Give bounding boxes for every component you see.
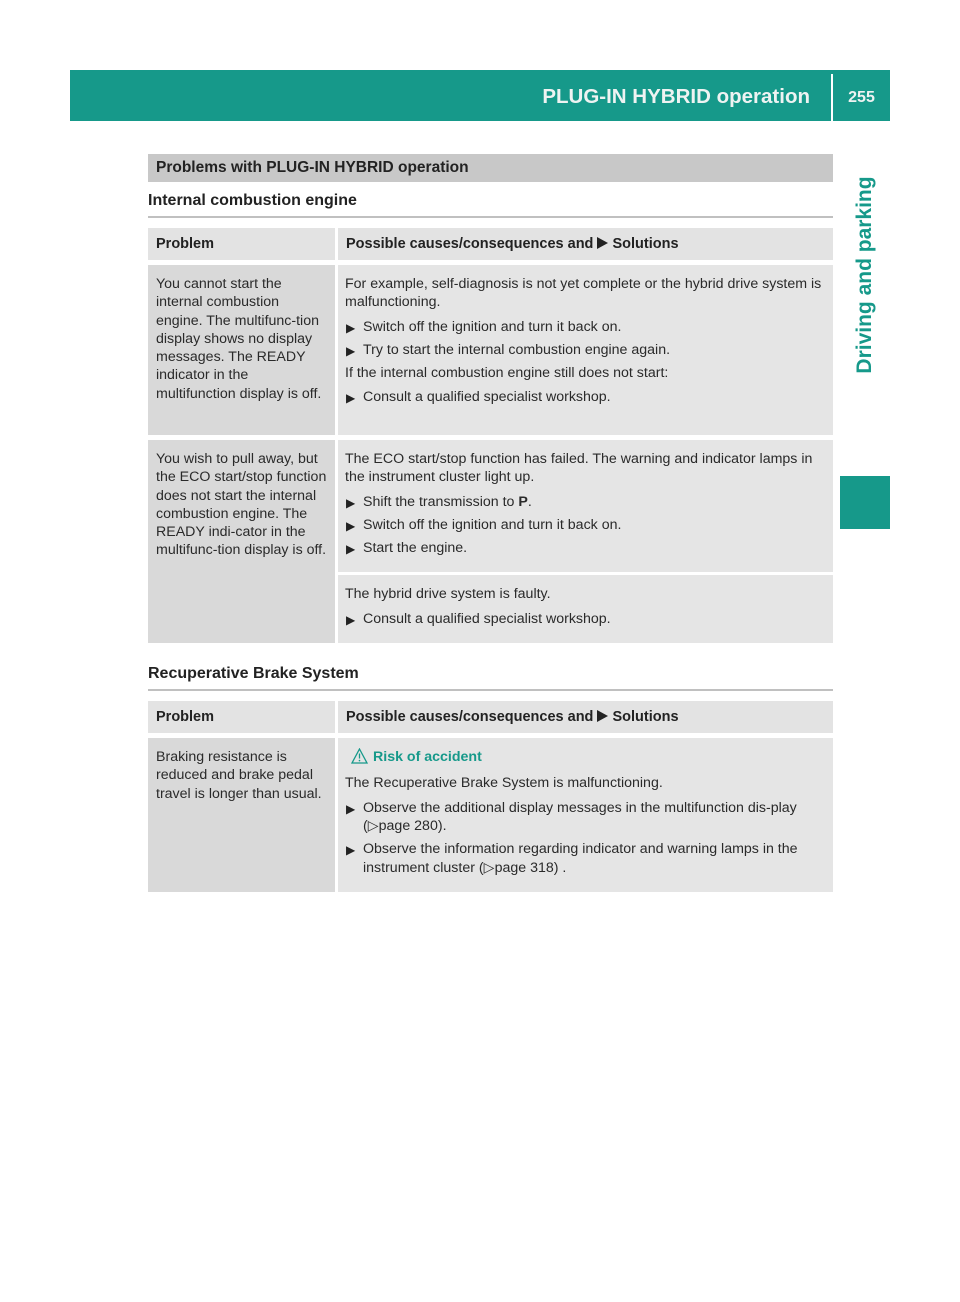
arrow-right-icon: ▶ — [346, 542, 356, 557]
cause-text: If the internal combustion engine still does not start: — [345, 365, 669, 382]
table-row — [148, 440, 833, 572]
warning-label: Risk of accident — [373, 749, 482, 766]
arrow-right-icon: ▶ — [346, 518, 356, 533]
warning-triangle-icon — [351, 748, 368, 764]
step-text: Observe the additional display messages in the multifunction dis-play ( — [363, 799, 797, 834]
page-ref-icon: ▷ — [367, 817, 379, 834]
problem-cell: You cannot start the internal combustion engine. The multifunc-tion display shows no display messages. The READY indicator in the multifunction display is off. — [148, 265, 338, 435]
content — [148, 154, 833, 892]
step-text: Observe the information regarding indicator and warning lamps in the instrument cluster ( — [363, 841, 798, 876]
step-suffix: . — [527, 493, 532, 510]
solution-step — [345, 493, 825, 511]
side-tab — [840, 130, 890, 420]
table-row — [148, 738, 833, 892]
side-tab-label: Driving and parking — [853, 176, 876, 374]
solution-step — [345, 799, 825, 836]
solution-step — [345, 840, 825, 877]
step-text: Start the engine. — [363, 540, 468, 557]
step-text: Shift the transmission to — [363, 493, 519, 510]
ice-table-header — [148, 228, 833, 260]
arrow-right-icon: ▶ — [346, 320, 356, 335]
step-text: Try to start the internal combustion engine again. — [363, 341, 671, 358]
arrow-right-icon: ▶ — [346, 612, 356, 627]
side-tab-marker — [840, 476, 890, 529]
col-causes-label: Possible causes/consequences and — [346, 236, 598, 252]
solution-step — [345, 516, 825, 534]
solution-step — [345, 318, 825, 336]
rbs-heading: Recuperative Brake System — [148, 665, 833, 691]
arrow-right-icon — [597, 237, 608, 249]
cause-cell — [338, 440, 833, 572]
cause-text: The Recuperative Brake System is malfunctioning. — [345, 775, 663, 792]
header-title: PLUG-IN HYBRID operation — [542, 85, 810, 108]
solution-step — [345, 388, 825, 406]
arrow-right-icon: ▶ — [346, 843, 356, 858]
arrow-right-icon: ▶ — [346, 495, 356, 510]
step-text: Switch off the ignition and turn it back on. — [363, 318, 622, 335]
col-causes-label: Possible causes/consequences and — [346, 709, 598, 726]
rbs-table-header — [148, 701, 833, 733]
col-problem: Problem — [148, 701, 338, 733]
problem-cell: You wish to pull away, but the ECO start/stop function does not start the internal combustion engine. The READY indi-cator in the multifunc-tion display is off. — [148, 440, 338, 643]
rbs-table — [148, 701, 833, 892]
step-end: ). — [437, 817, 447, 834]
cause-text: The hybrid drive system is faulty. — [345, 586, 551, 603]
page-number: 255 — [848, 89, 875, 106]
page-ref-link[interactable]: page 280 — [378, 817, 438, 834]
page-ref-link[interactable]: page 318 — [494, 859, 554, 876]
solution-step — [345, 341, 825, 359]
arrow-right-icon — [597, 710, 608, 722]
ice-table — [148, 228, 833, 643]
step-end: ) . — [553, 859, 567, 876]
page-ref-icon: ▷ — [483, 859, 495, 876]
table-row — [148, 265, 833, 435]
cause-text: For example, self-diagnosis is not yet complete or the hybrid drive system is malfunctioning. — [345, 276, 822, 311]
step-text: Consult a qualified specialist workshop. — [363, 610, 611, 627]
arrow-right-icon: ▶ — [346, 801, 356, 816]
step-text: Switch off the ignition and turn it back on. — [363, 516, 622, 533]
col-problem: Problem — [148, 228, 338, 260]
arrow-right-icon: ▶ — [346, 391, 356, 406]
col-solutions-label: Solutions — [612, 236, 679, 252]
cause-text: The ECO start/stop function has failed. The warning and indicator lamps in the instrument cluster light up. — [345, 451, 813, 486]
ice-heading: Internal combustion engine — [148, 192, 833, 218]
section-title: Problems with PLUG-IN HYBRID operation — [148, 154, 833, 182]
cause-cell — [338, 738, 833, 892]
warning-heading — [351, 748, 825, 766]
cause-cell — [338, 572, 833, 643]
gear-p-label: P — [518, 493, 528, 510]
solution-step — [345, 610, 825, 628]
col-solutions-label: Solutions — [612, 709, 679, 726]
header-bar — [70, 70, 890, 121]
cause-cell — [338, 265, 833, 435]
problem-cell: Braking resistance is reduced and brake pedal travel is longer than usual. — [148, 738, 338, 892]
col-causes — [338, 701, 833, 733]
solution-step — [345, 539, 825, 557]
step-text: Consult a qualified specialist workshop. — [363, 389, 611, 406]
arrow-right-icon: ▶ — [346, 343, 356, 358]
col-causes — [338, 228, 833, 260]
